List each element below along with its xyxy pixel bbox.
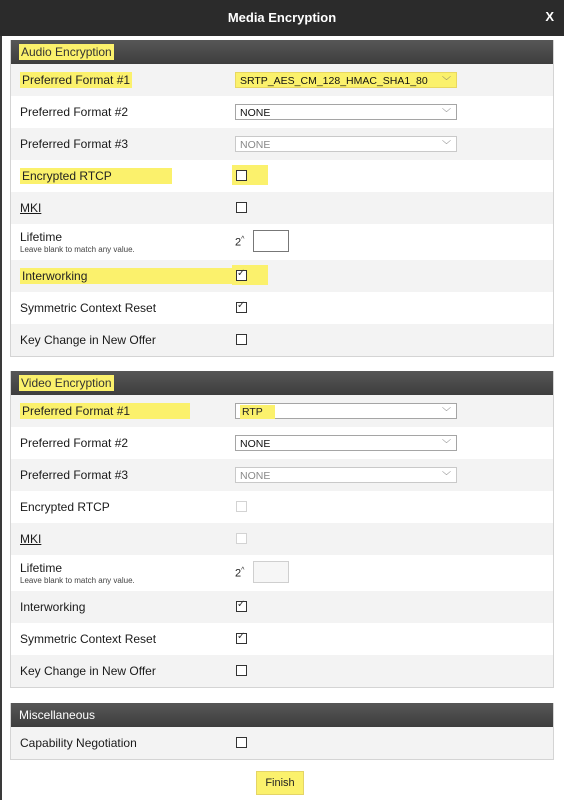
audio-kcno-label: Key Change in New Offer bbox=[20, 333, 156, 347]
audio-scr-label: Symmetric Context Reset bbox=[20, 301, 157, 315]
audio-pf3-row bbox=[11, 128, 553, 160]
audio-rtcp-label: Encrypted RTCP bbox=[20, 168, 172, 184]
check-icon: ✓ bbox=[237, 599, 246, 610]
video-rtcp-label: Encrypted RTCP bbox=[20, 500, 110, 514]
audio-rtcp-row bbox=[11, 160, 553, 192]
video-rtcp-checkbox[interactable] bbox=[236, 501, 247, 512]
chevron-down-icon: ﹀ bbox=[441, 471, 451, 481]
video-pf3-select[interactable] bbox=[235, 467, 457, 483]
audio-pf2-label: Preferred Format #2 bbox=[20, 105, 129, 119]
video-kcno-checkbox[interactable] bbox=[236, 665, 247, 676]
audio-pf1-label: Preferred Format #1 bbox=[22, 73, 131, 87]
window-left-border bbox=[0, 36, 2, 800]
misc-section-title: Miscellaneous bbox=[19, 708, 96, 722]
video-lifetime-label: Lifetime bbox=[20, 561, 63, 575]
audio-pf1-value: SRTP_AES_CM_128_HMAC_SHA1_80 bbox=[240, 75, 428, 87]
video-section-title: Video Encryption bbox=[21, 376, 112, 390]
audio-lifetime-input[interactable] bbox=[253, 230, 289, 252]
video-interworking-checkbox[interactable] bbox=[236, 601, 247, 612]
chevron-down-icon: ﹀ bbox=[441, 76, 451, 86]
video-lifetime-prefix: 2^ bbox=[235, 567, 245, 580]
audio-lifetime-hint: Leave blank to match any value. bbox=[20, 245, 135, 254]
miscellaneous-section bbox=[10, 703, 554, 760]
video-scr-row bbox=[11, 623, 553, 655]
video-lifetime-hint: Leave blank to match any value. bbox=[20, 576, 135, 585]
audio-interworking-checkbox[interactable] bbox=[236, 270, 247, 281]
video-pf1-label: Preferred Format #1 bbox=[20, 403, 190, 419]
audio-scr-checkbox[interactable] bbox=[236, 302, 247, 313]
capneg-label: Capability Negotiation bbox=[20, 736, 137, 750]
audio-lifetime-row bbox=[11, 224, 553, 260]
chevron-down-icon: ﹀ bbox=[441, 407, 451, 417]
video-scr-label: Symmetric Context Reset bbox=[20, 632, 157, 646]
audio-pf2-select[interactable] bbox=[235, 104, 457, 120]
video-lifetime-row bbox=[11, 555, 553, 591]
audio-pf3-label: Preferred Format #3 bbox=[20, 137, 129, 151]
audio-encryption-section bbox=[10, 40, 554, 357]
audio-kcno-checkbox[interactable] bbox=[236, 334, 247, 345]
check-icon: ✓ bbox=[237, 300, 246, 311]
video-interworking-row bbox=[11, 591, 553, 623]
video-pf3-row bbox=[11, 459, 553, 491]
video-section-header bbox=[11, 371, 553, 395]
finish-button[interactable]: Finish bbox=[256, 771, 304, 795]
misc-section-header bbox=[11, 703, 553, 727]
audio-mki-row bbox=[11, 192, 553, 224]
video-pf1-row bbox=[11, 395, 553, 427]
audio-pf3-select[interactable] bbox=[235, 136, 457, 152]
audio-section-header bbox=[11, 40, 553, 64]
capneg-checkbox[interactable] bbox=[236, 737, 247, 748]
audio-interworking-label: Interworking bbox=[20, 268, 252, 284]
audio-rtcp-checkbox[interactable] bbox=[236, 170, 247, 181]
audio-kcno-row bbox=[11, 324, 553, 356]
video-pf1-value: RTP bbox=[240, 405, 275, 419]
video-mki-row bbox=[11, 523, 553, 555]
audio-mki-checkbox[interactable] bbox=[236, 202, 247, 213]
video-pf2-label: Preferred Format #2 bbox=[20, 436, 129, 450]
video-mki-checkbox[interactable] bbox=[236, 533, 247, 544]
check-icon: ✓ bbox=[237, 631, 246, 642]
audio-pf1-row bbox=[11, 64, 553, 96]
video-encryption-section bbox=[10, 371, 554, 688]
audio-pf2-value: NONE bbox=[240, 107, 271, 119]
chevron-down-icon: ﹀ bbox=[441, 439, 451, 449]
video-pf2-value: NONE bbox=[240, 438, 271, 450]
video-pf2-select[interactable] bbox=[235, 435, 457, 451]
audio-pf3-value: NONE bbox=[240, 139, 271, 151]
dialog-titlebar bbox=[0, 0, 564, 36]
video-rtcp-row bbox=[11, 491, 553, 523]
video-interworking-label: Interworking bbox=[20, 600, 86, 614]
audio-section-title: Audio Encryption bbox=[21, 45, 112, 59]
video-scr-checkbox[interactable] bbox=[236, 633, 247, 644]
close-icon[interactable]: X bbox=[545, 9, 554, 24]
video-pf2-row bbox=[11, 427, 553, 459]
audio-pf2-row bbox=[11, 96, 553, 128]
video-kcno-row bbox=[11, 655, 553, 687]
check-icon: ✓ bbox=[237, 268, 246, 279]
audio-interworking-row bbox=[11, 260, 553, 292]
video-pf1-select[interactable] bbox=[235, 403, 457, 419]
capneg-row bbox=[11, 727, 553, 759]
audio-mki-label: MKI bbox=[20, 201, 42, 215]
audio-pf1-select[interactable] bbox=[235, 72, 457, 88]
video-lifetime-input[interactable] bbox=[253, 561, 289, 583]
audio-lifetime-prefix: 2^ bbox=[235, 236, 245, 249]
video-pf3-value: NONE bbox=[240, 470, 271, 482]
chevron-down-icon: ﹀ bbox=[441, 140, 451, 150]
audio-scr-row bbox=[11, 292, 553, 324]
video-pf3-label: Preferred Format #3 bbox=[20, 468, 129, 482]
chevron-down-icon: ﹀ bbox=[441, 108, 451, 118]
video-mki-label: MKI bbox=[20, 532, 42, 546]
dialog-title: Media Encryption bbox=[227, 10, 337, 25]
video-kcno-label: Key Change in New Offer bbox=[20, 664, 156, 678]
audio-lifetime-label: Lifetime bbox=[20, 230, 63, 244]
